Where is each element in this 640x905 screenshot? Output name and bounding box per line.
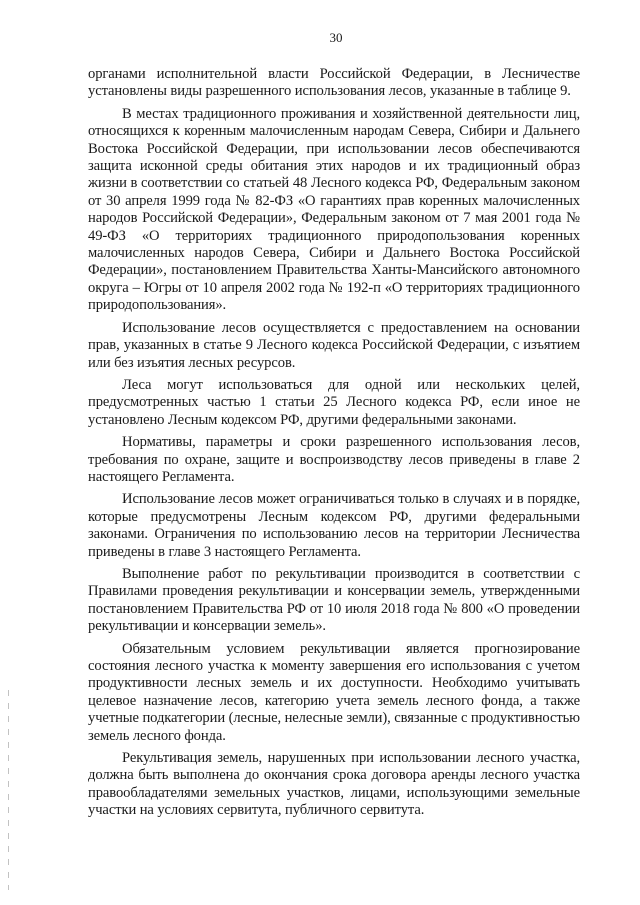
scan-edge-mark (8, 690, 9, 890)
body-text (88, 66, 580, 820)
paragraph-forest-use-rights: Использование лесов осуществляется с предоставлением на основании прав, указанных в статье 9 Лесного кодекса Российской Федерации, с изъятием или без изъятия лесных ресурсов. (88, 319, 580, 371)
paragraph-continuation: органами исполнительной власти Российской Федерации, в Лесничестве установлены виды разрешенного использования лесов, указанные в таблице 9. (88, 66, 580, 100)
paragraph-recultivation-condition: Обязательным условием рекультивации является прогнозирование состояния лесного участка к моменту завершения его использования с учетом продуктивности лесных земель и их доступности. Необходимо учитывать целевое назначение лесов, категорию учета земель лесного фонда, а также учетные подкатегории (лесные, нелесные земли), связанные с продуктивностью земель лесного фонда. (88, 640, 580, 744)
paragraph-recultivation-rules: Выполнение работ по рекультивации производится в соответствии с Правилами проведения рекультивации и консервации земель, утвержденными постановлением Правительства РФ от 10 июля 2018 года № 800 «О проведении рекультивации и консервации земель». (88, 565, 580, 635)
page-number: 30 (329, 30, 343, 45)
paragraph-forest-use-purposes: Леса могут использоваться для одной или нескольких целей, предусмотренных частью 1 статьи 25 Лесного кодекса РФ, если иное не установлено Лесным кодексом РФ, другими федеральными законами. (88, 376, 580, 428)
paragraph-use-restrictions: Использование лесов может ограничиваться только в случаях и в порядке, которые предусмотрены Лесным кодексом РФ, другими федеральными законами. Ограничения по использованию лесов на территории Лесничества приведены в главе 3 настоящего Регламента. (88, 491, 580, 560)
paragraph-norms-parameters: Нормативы, параметры и сроки разрешенного использования лесов, требования по охране, защите и воспроизводству лесов приведены в главе 2 настоящего Регламента. (88, 434, 580, 485)
paragraph-recultivation-deadline: Рекультивация земель, нарушенных при использовании лесного участка, должна быть выполнена до окончания срока договора аренды лесного участка правообладателями земельных участков, лицами, использующими земельные участки на условиях сервитута, публичного сервитута. (88, 750, 580, 819)
paragraph-indigenous-peoples: В местах традиционного проживания и хозяйственной деятельности лиц, относящихся к коренным малочисленным народам Севера, Сибири и Дальнего Востока Российской Федерации, при использовании лесов обеспечиваются защита исконной среды обитания этих народов и их традиционный образ жизни в соответствии со статьей 48 Лесного кодекса РФ, Федеральным законом от 30 апреля 1999 года № 82-ФЗ «О гарантиях прав коренных малочисленных народов Российской Федерации», Федеральным законом от 7 мая 2001 года № 49-ФЗ «О территориях традиционного природопользования коренных малочисленных народов Севера, Сибири и Дальнего Востока Российской Федерации», постановлением Правительства Ханты-Мансийского автономного округа – Югры от 10 апреля 2002 года № 192-п «О территориях традиционного природопользования». (88, 105, 580, 314)
